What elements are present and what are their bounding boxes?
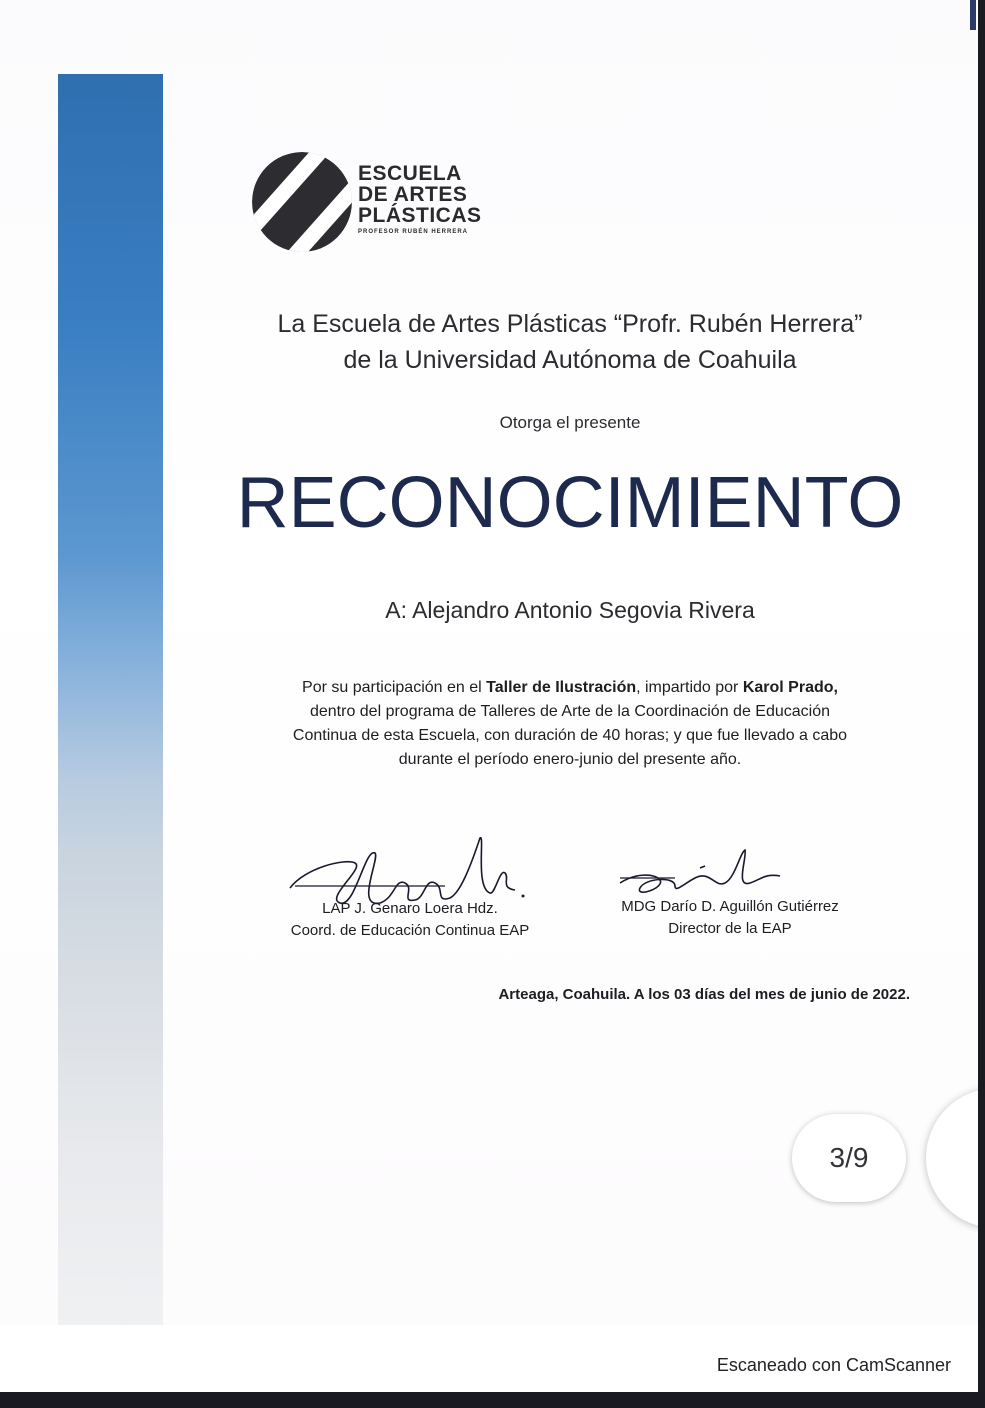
recipient-line: A: Alejandro Antonio Segovia Rivera bbox=[385, 597, 755, 623]
body-part-2: , impartido por bbox=[636, 679, 743, 696]
logo-line-1: ESCUELA bbox=[358, 162, 462, 185]
scanner-watermark: Escaneado con CamScanner bbox=[716, 1355, 951, 1375]
decorative-blue-band bbox=[58, 74, 163, 1334]
workshop-name: Taller de Ilustración bbox=[486, 679, 637, 696]
logo-line-3: PLÁSTICAS bbox=[358, 204, 482, 227]
right-edge-frame bbox=[978, 0, 985, 1408]
body-part-1: Por su participación en el bbox=[302, 679, 487, 696]
edge-mark bbox=[970, 0, 976, 30]
school-logo-wordmark bbox=[358, 163, 482, 236]
institution-line-2: de la Universidad Autónoma de Coahuila bbox=[343, 346, 797, 374]
signatory-right bbox=[600, 896, 860, 940]
body-line-2: dentro del programa de Talleres de Arte de la Coordinación de Educación bbox=[309, 703, 831, 720]
page-counter: 3/9 bbox=[792, 1114, 906, 1202]
place-and-date: Arteaga, Coahuila. A los 03 días del mes de junio de 2022. bbox=[498, 986, 910, 1003]
institution-line-1: La Escuela de Artes Plásticas “Profr. Rubén Herrera” bbox=[277, 310, 863, 338]
signatory-right-name: MDG Darío D. Aguillón Gutiérrez bbox=[621, 898, 839, 915]
signatory-left bbox=[270, 898, 550, 942]
logo-subline: PROFESOR RUBÉN HERRERA bbox=[358, 229, 469, 235]
body-line-4: durante el período enero-junio del presente año. bbox=[398, 751, 742, 768]
instructor-name: Karol Prado, bbox=[742, 679, 838, 696]
signatory-left-name: LAP J. Genaro Loera Hdz. bbox=[322, 900, 498, 917]
signatory-right-role: Director de la EAP bbox=[668, 920, 792, 937]
body-line-1 bbox=[240, 676, 900, 700]
logo-line-2: DE ARTES bbox=[358, 183, 468, 206]
certificate-title: RECONOCIMIENTO bbox=[236, 463, 904, 543]
grant-line: Otorga el presente bbox=[499, 413, 641, 432]
signatory-left-role: Coord. de Educación Continua EAP bbox=[290, 922, 530, 939]
certificate-body bbox=[240, 676, 900, 772]
institution-heading bbox=[200, 306, 940, 378]
bottom-frame bbox=[0, 1392, 985, 1408]
body-line-3: Continua de esta Escuela, con duración de 40 horas; y que fue llevado a cabo bbox=[292, 727, 848, 744]
